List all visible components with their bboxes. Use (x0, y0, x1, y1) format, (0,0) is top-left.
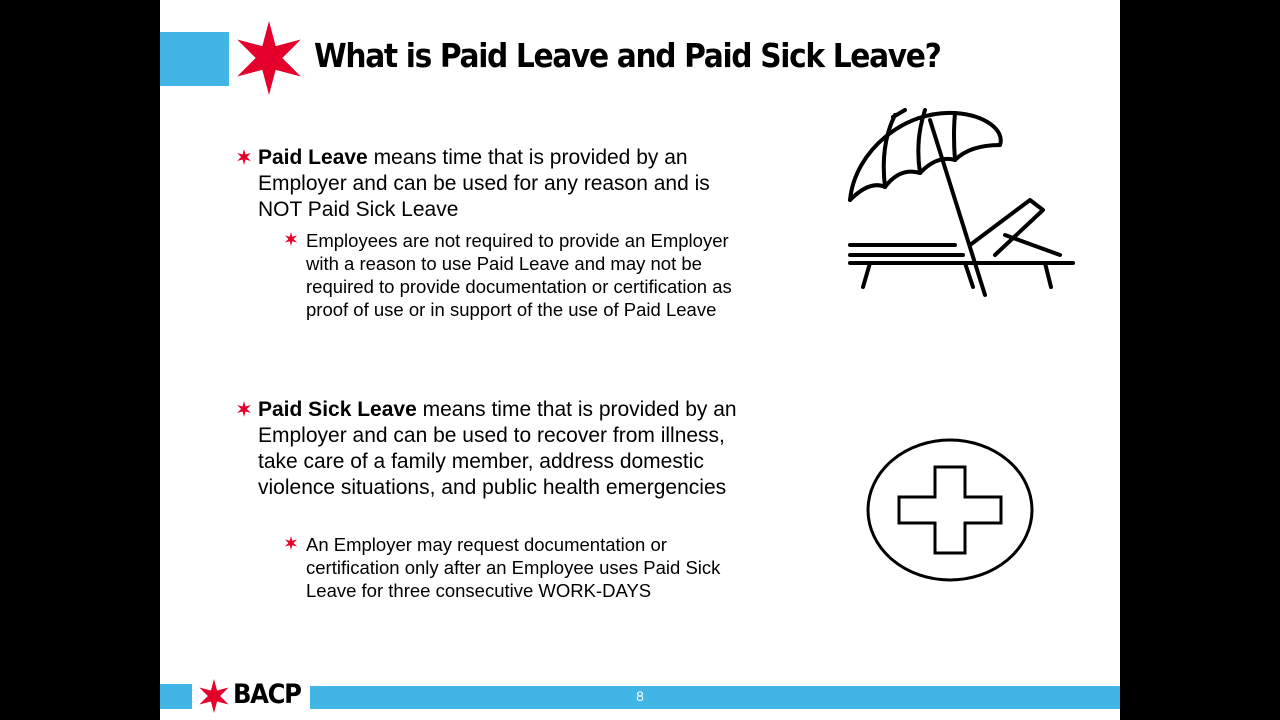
star-icon (232, 18, 306, 98)
term-paid-leave: Paid Leave (258, 146, 368, 169)
footer-star-icon (197, 677, 231, 715)
bullet-paid-sick-leave-text: means time that is provided by an Employer and can be used to recover from illness, take care of a family member, address domestic violence situations, and public health emergencies (258, 398, 737, 499)
term-paid-sick-leave: Paid Sick Leave (258, 398, 417, 421)
medical-cross-icon (865, 435, 1035, 585)
bullet-paid-leave (258, 145, 758, 223)
bullet-paid-sick-leave (258, 397, 748, 501)
sub-bullet-paid-sick-leave (306, 533, 756, 602)
title-accent-bar (160, 32, 229, 86)
slide-title: What is Paid Leave and Paid Sick Leave? (314, 36, 941, 75)
footer-logo: BACP (233, 679, 301, 710)
sub-bullet-paid-leave-text: Employees are not required to provide an Employer with a reason to use Paid Leave and may not be required to provide documentation or certification as proof of use or in support of the use of Paid Leave (306, 230, 732, 320)
sub-bullet-paid-leave (306, 229, 756, 321)
sub-bullet-star-icon (284, 232, 298, 246)
beach-umbrella-chair-icon (845, 105, 1075, 300)
sub-bullet-star-icon (284, 536, 298, 550)
bullet-star-icon (236, 149, 252, 165)
page-number: 8 (636, 688, 644, 704)
footer-accent-block (160, 684, 192, 709)
sub-bullet-paid-sick-leave-text: An Employer may request documentation or certification only after an Employee uses Paid Sick Leave for three consecutive WORK-DAYS (306, 534, 721, 601)
bullet-paid-leave-text: means time that is provided by an Employer and can be used for any reason and is NOT Paid Sick Leave (258, 146, 710, 221)
slide (160, 0, 1120, 720)
bullet-star-icon (236, 401, 252, 417)
